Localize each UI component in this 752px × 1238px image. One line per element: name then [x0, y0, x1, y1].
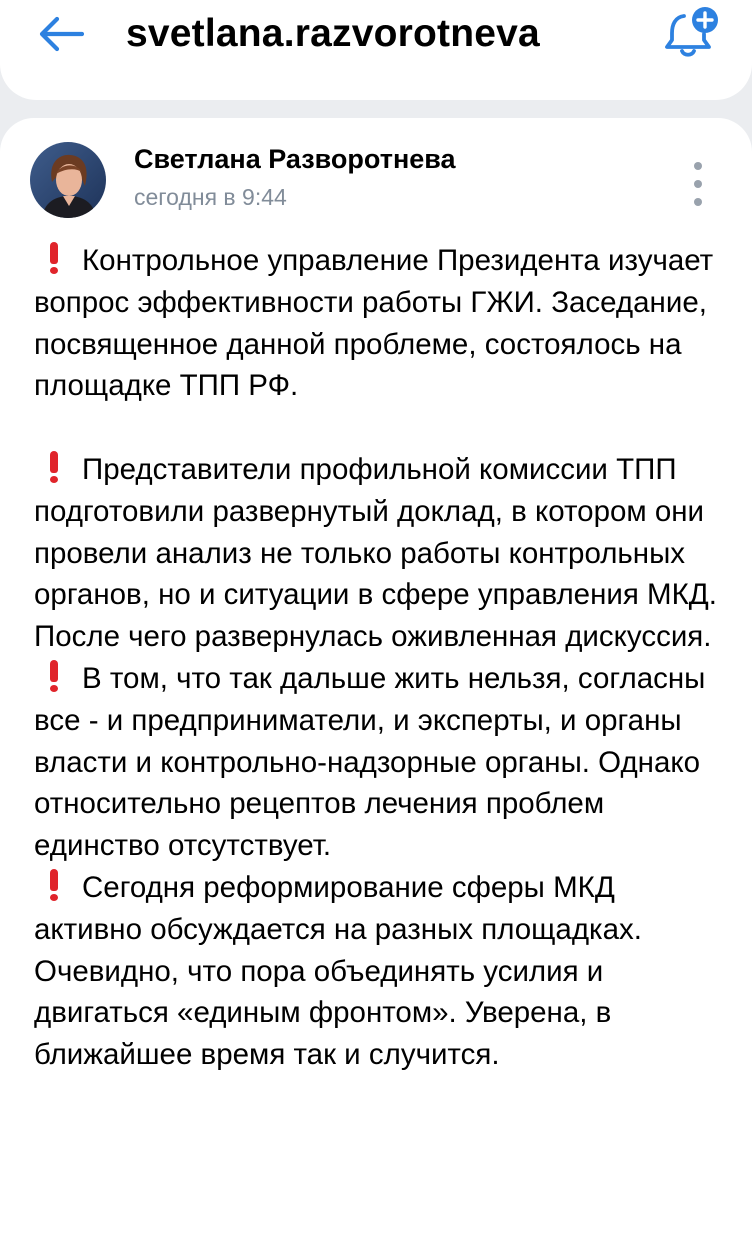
red-exclamation-icon	[48, 869, 60, 901]
back-button[interactable]	[36, 12, 86, 56]
post-body	[34, 240, 724, 1076]
subscribe-notifications-button[interactable]	[662, 4, 722, 60]
more-vertical-icon	[694, 198, 702, 206]
post-paragraph: В том, что так дальше жить нельзя, согласны все - и предприниматели, и эксперты, и органы власти и контрольно-надзорные органы. Однако относительно рецептов лечения проблем единство отсутствует.	[34, 661, 706, 863]
bell-plus-icon	[662, 4, 722, 60]
red-exclamation-icon	[48, 660, 60, 692]
top-bar	[0, 0, 752, 100]
author-avatar[interactable]	[30, 142, 106, 218]
post-paragraph: Представители профильной комиссии ТПП подготовили развернутый доклад, в котором они провели анализ не только работы контрольных органов, но и ситуации в сфере управления МКД. После чего развернулась оживленная дискуссия.	[34, 452, 717, 654]
avatar-photo-icon	[30, 142, 106, 218]
post-timestamp: сегодня в 9:44	[134, 184, 287, 210]
post-more-button[interactable]	[682, 162, 714, 206]
post-card	[0, 118, 752, 1238]
author-name[interactable]: Светлана Разворотнева	[134, 144, 456, 174]
red-exclamation-icon	[48, 451, 60, 483]
post-paragraph: Контрольное управление Президента изучает вопрос эффективности работы ГЖИ. Заседание, посвященное данной проблеме, состоялось на площадке ТПП РФ.	[34, 244, 714, 403]
red-exclamation-icon	[48, 242, 60, 274]
post-paragraph: Сегодня реформирование сферы МКД активно обсуждается на разных площадках. Очевидно, что пора объединять усилия и двигаться «единым фронтом». Уверена, в ближайшее время так и случится.	[34, 870, 642, 1072]
more-vertical-icon	[694, 162, 702, 170]
page-title: svetlana.razvorotneva	[126, 12, 540, 55]
arrow-left-icon	[38, 16, 84, 52]
more-vertical-icon	[694, 180, 702, 188]
